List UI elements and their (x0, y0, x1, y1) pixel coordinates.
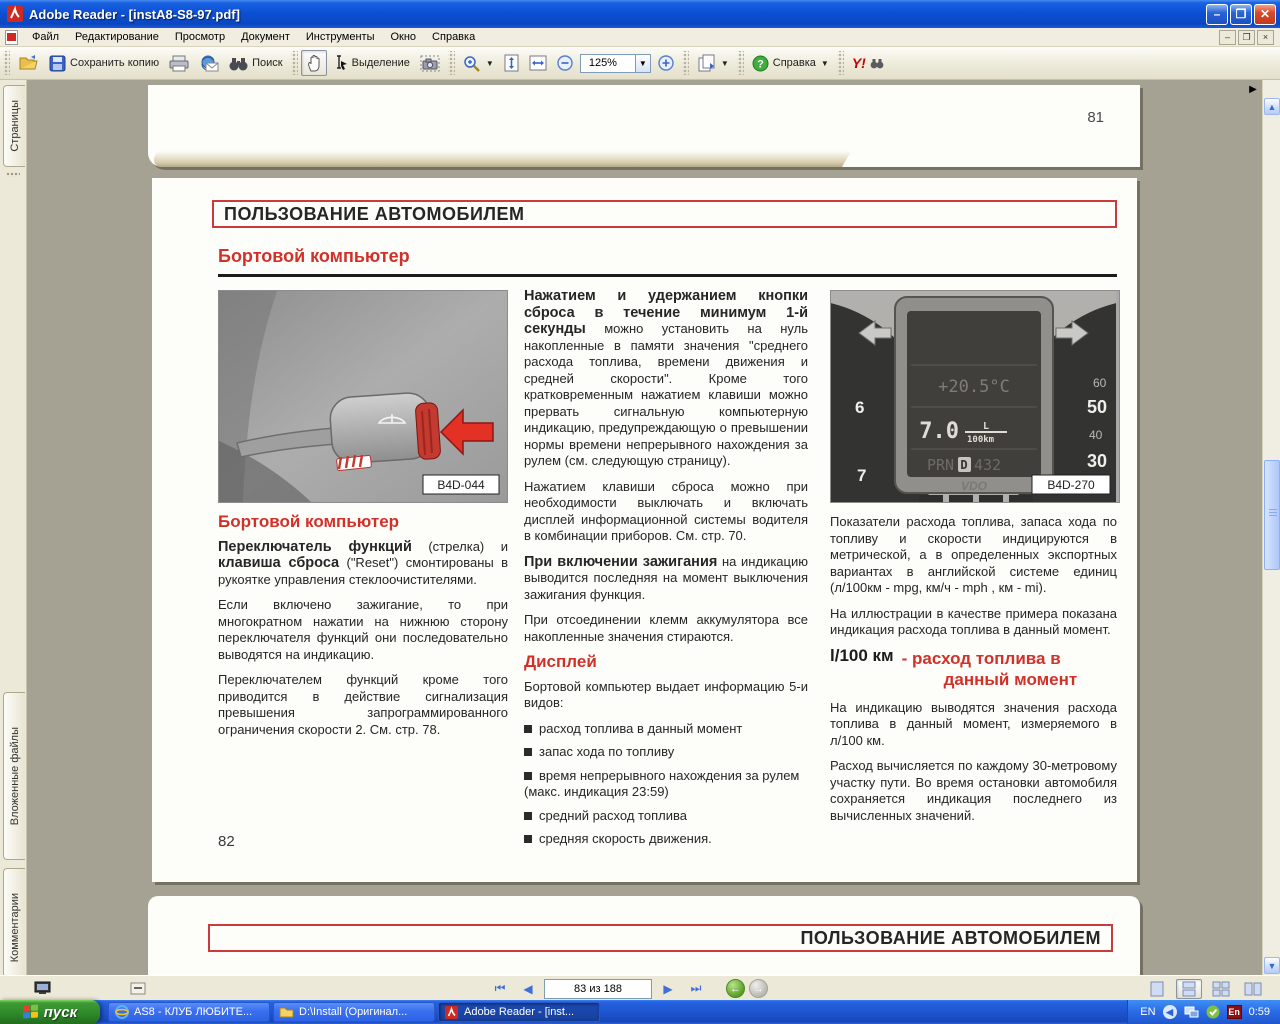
minus-circle-icon (557, 55, 573, 71)
bullet-square-icon (524, 812, 532, 820)
svg-text:30: 30 (1087, 451, 1108, 471)
print-button[interactable] (164, 50, 194, 76)
page-layout-controls (1144, 978, 1266, 999)
page-navigation (488, 978, 768, 999)
previous-page-button[interactable]: ◀ (523, 981, 533, 996)
facing-pages-icon (1244, 981, 1262, 997)
fit-height-icon (504, 54, 519, 72)
consumption-heading: l/100 км - расход топлива в данный момент (830, 645, 1078, 689)
select-tool-button[interactable]: Выделение (327, 50, 415, 76)
fullscreen-toggle-button[interactable] (32, 980, 52, 996)
page-number: 81 (1087, 109, 1104, 126)
system-tray (1127, 1000, 1280, 1024)
hand-icon (306, 54, 322, 72)
svg-text:?: ? (756, 58, 764, 70)
punto-switcher-icon[interactable]: En (1228, 1007, 1240, 1017)
chapter-header-box: ПОЛЬЗОВАНИЕ АВТОМОБИЛЕМ (208, 924, 1113, 952)
svg-text:40: 40 (1089, 428, 1103, 442)
start-button[interactable]: пуск (0, 1000, 100, 1024)
zoom-in-icon (463, 55, 481, 72)
paragraph: Нажатием клавиши сброса можно при необходимости выключать и включать дисплей информационной системы водителя в комбинации приборов. См. стр. 70. (524, 478, 808, 543)
single-page-layout-button[interactable] (1144, 979, 1170, 999)
folder-icon (279, 1005, 294, 1020)
display-modes-list (524, 721, 808, 848)
svg-text:100km: 100km (967, 435, 995, 445)
window-icon (130, 982, 146, 995)
adobe-reader-icon (6, 5, 24, 23)
paragraph: Показатели расхода топлива, запаса хода по топливу и скорости индицируются в метрической, а в определенных экспортных вариантах в английской системе единиц (л/100км - mpg, км/ч - mph , км - mi). (830, 514, 1117, 595)
language-indicator[interactable]: EN (1140, 1006, 1156, 1018)
paragraph: При включении зажигания на индикацию выводится последняя на момент выключения зажигания функция. (524, 553, 808, 602)
chevron-down-icon: ▼ (485, 58, 494, 68)
svg-text:L: L (983, 421, 990, 432)
binoculars-icon (870, 58, 884, 69)
tab-comments[interactable]: Комментарии (3, 868, 25, 988)
windows-flag-icon (23, 1004, 39, 1019)
taskbar-item-browser[interactable]: AS8 - КЛУБ ЛЮБИТЕ... (108, 1002, 270, 1022)
figure-label: B4D-044 (437, 478, 485, 492)
paragraph: Если включено зажигание, то при многократном нажатии на нижнюю сторону переключателя функций они последовательно выводятся на индикацию. (218, 597, 508, 662)
zoom-dropdown-button[interactable]: ▼ (636, 54, 651, 73)
clock[interactable]: 0:59 (1248, 1006, 1270, 1018)
taskbar-item-explorer[interactable]: D:\Install (Оригинал... (273, 1002, 435, 1022)
continuous-facing-layout-button[interactable] (1208, 979, 1234, 999)
doc-minimize-button[interactable]: – (1219, 30, 1236, 45)
zoom-in-button[interactable] (653, 50, 679, 76)
plus-circle-icon (658, 55, 674, 71)
column-right (830, 290, 1117, 833)
fit-page-button[interactable] (499, 50, 524, 76)
chevron-down-icon: ▼ (820, 58, 829, 68)
menu-help[interactable]: Справка (432, 31, 476, 43)
scrollbar-thumb[interactable] (1264, 460, 1280, 570)
minimize-button[interactable]: – (1206, 4, 1228, 25)
figure-wiper-stalk (218, 290, 508, 503)
tab-attachments[interactable]: Вложенные файлы (3, 692, 25, 860)
continuous-facing-icon (1212, 981, 1230, 997)
toolbar-grip[interactable] (682, 51, 689, 75)
lcd-consumption-value: 7.0 (919, 419, 959, 444)
zoom-in-tool-button[interactable] (458, 50, 499, 76)
paragraph: На иллюстрации в качестве примера показана индикация расхода топлива в данный момент. (830, 605, 1117, 637)
page-number-input[interactable]: 83 из 188 (544, 979, 652, 999)
scroll-down-button[interactable]: ▼ (1264, 957, 1280, 974)
page-81 (148, 85, 1140, 167)
previous-view-button[interactable]: ← (726, 979, 745, 998)
menu-file[interactable]: Файл (32, 31, 60, 43)
figure-instrument-cluster (830, 290, 1120, 503)
toolbar-grip[interactable] (291, 51, 298, 75)
paragraph: Переключателем функций кроме того приводится в действие сигнализация превышения запрограммированного ограничения скорости 2. См. стр. 78. (218, 672, 508, 737)
zoom-out-button[interactable] (552, 50, 578, 76)
ibeam-cursor-icon (332, 55, 348, 71)
hand-tool-button[interactable] (301, 50, 327, 76)
network-icon[interactable] (1184, 1006, 1199, 1019)
menu-edit[interactable]: Редактирование (75, 31, 159, 43)
binoculars-icon (229, 56, 248, 71)
menu-window[interactable]: Окно (390, 31, 417, 43)
paragraph: Переключатель функций (стрелка) и клавиша сброса ("Reset") смонтированы в рукоятке управления стеклоочистителями. (218, 538, 508, 587)
paragraph: При отсоединении клемм аккумулятора все накопленные значения стираются. (524, 612, 808, 644)
bullet-square-icon (524, 748, 532, 756)
list-item: средний расход топлива (524, 808, 808, 825)
doc-restore-button[interactable]: ❐ (1238, 30, 1255, 45)
scroll-up-button[interactable]: ▲ (1264, 98, 1280, 115)
svg-text:7: 7 (857, 466, 867, 485)
svg-text:6: 6 (855, 398, 865, 417)
menu-view[interactable]: Просмотр (174, 31, 226, 43)
tab-grip (6, 172, 20, 177)
first-page-button[interactable]: ⏮ (494, 981, 506, 995)
menubar (0, 28, 1280, 47)
toolbar-grip[interactable] (837, 51, 844, 75)
vertical-scrollbar[interactable] (1262, 80, 1280, 975)
navigation-pane-tabs (0, 80, 27, 975)
window-title: Adobe Reader - [instA8-S8-97.pdf] (29, 6, 240, 22)
page-83 (148, 896, 1140, 975)
toolbar-overflow-button[interactable]: ▶ (1249, 83, 1257, 95)
taskbar-item-adobe-reader[interactable]: Adobe Reader - [inst... (438, 1002, 600, 1022)
next-page-button[interactable]: ▶ (663, 981, 673, 996)
menu-tools[interactable]: Инструменты (305, 31, 375, 43)
paragraph: Бортовой компьютер выдает информацию 5-и видов: (524, 678, 808, 710)
yahoo-search-button[interactable] (847, 50, 889, 76)
bullet-square-icon (524, 725, 532, 733)
close-button[interactable]: ✕ (1254, 4, 1276, 25)
save-copy-button[interactable]: Сохранить копию (44, 50, 164, 76)
chapter-header-box: ПОЛЬЗОВАНИЕ АВТОМОБИЛЕМ (212, 200, 1117, 228)
email-button[interactable] (194, 50, 224, 76)
open-button[interactable] (13, 50, 44, 76)
security-shield-icon[interactable] (1206, 1005, 1220, 1019)
internet-explorer-icon (114, 1005, 129, 1020)
chevron-down-icon: ▼ (720, 58, 729, 68)
list-item: средняя скорость движения. (524, 831, 808, 848)
list-item: время непрерывного нахождения за рулем (макс. индикация 23:59) (524, 767, 800, 799)
page-curl (148, 151, 852, 167)
document-canvas[interactable] (27, 80, 1262, 975)
paragraph: Нажатием и удержанием кнопки сброса в течение минимум 1-й секунды можно установить на нуль накопленные в памяти значения "среднего расхода топлива, времени движения и средней скорости". Кроме того кратковременным нажатием клавиши можно прервать сигнальную компьютерную индикацию, предупреждающую о превышении нормы времени непрерывного нахождения за рулем (см. следующую страницу). (524, 288, 808, 468)
taskbar (0, 1000, 1280, 1024)
lcd-gear-prefix: PRN (927, 456, 955, 474)
fit-width-icon (529, 55, 547, 71)
col1-heading: Бортовой компьютер (218, 512, 400, 531)
continuous-page-icon (1182, 981, 1196, 997)
snapshot-button[interactable] (415, 50, 445, 76)
page-display-button[interactable] (692, 50, 734, 76)
email-icon (199, 55, 219, 72)
bullet-square-icon (524, 772, 532, 780)
toolbar (0, 47, 1280, 80)
figure-label: B4D-270 (1047, 478, 1095, 492)
camera-icon (420, 55, 440, 72)
toolbar-grip[interactable] (737, 51, 744, 75)
toolbar-grip[interactable] (3, 51, 10, 75)
monitor-icon (34, 981, 51, 995)
lcd-gear-suffix: 432 (974, 456, 1002, 474)
zoom-level-input[interactable]: 125% (580, 54, 636, 73)
paragraph: Расход вычисляется по каждому 30-метровому участку пути. Во время остановки автомобиля сохраняется индикация последнего из вычисленных значений. (830, 758, 1117, 823)
doc-close-button[interactable]: × (1257, 30, 1274, 45)
page-82 (152, 178, 1137, 882)
lcd-temperature: +20.5°C (938, 377, 1010, 397)
help-icon (752, 55, 769, 72)
list-item: расход топлива в данный момент (524, 721, 808, 738)
open-folder-icon (18, 54, 39, 72)
svg-text:50: 50 (1087, 397, 1108, 417)
pdf-document-icon (5, 30, 18, 45)
list-item: запас хода по топливу (524, 744, 808, 761)
work-area (0, 80, 1280, 975)
last-page-button[interactable]: ⏭ (690, 981, 702, 995)
window-size-button[interactable] (128, 980, 148, 996)
maximize-button[interactable]: ❐ (1230, 4, 1252, 25)
page-number: 82 (218, 833, 235, 850)
help-button[interactable]: ? Справка ▼ (747, 50, 834, 76)
reset-button (415, 402, 441, 459)
bullet-square-icon (524, 835, 532, 843)
vdo-logo: VDO (960, 479, 988, 493)
facing-layout-button[interactable] (1240, 979, 1266, 999)
menu-document[interactable]: Документ (241, 31, 290, 43)
paragraph: На индикацию выводятся значения расхода топлива в данный момент, измеряемого в л/100 км. (830, 699, 1117, 748)
statusbar (0, 975, 1280, 1000)
window-titlebar (0, 0, 1280, 28)
display-heading: Дисплей (524, 652, 597, 671)
floppy-icon (49, 55, 66, 72)
continuous-layout-button[interactable] (1176, 979, 1202, 999)
printer-icon (169, 55, 189, 72)
lcd-gear-selected: D (960, 458, 968, 472)
next-view-button[interactable]: → (749, 979, 768, 998)
svg-text:60: 60 (1093, 376, 1107, 390)
toolbar-grip[interactable] (448, 51, 455, 75)
section-title: Бортовой компьютер (218, 246, 410, 266)
adobe-reader-icon (444, 1005, 459, 1020)
single-page-icon (1150, 981, 1164, 997)
column-middle (524, 288, 808, 855)
search-button[interactable]: Поиск (224, 50, 287, 76)
pages-icon (697, 54, 716, 72)
yahoo-icon: Y! (851, 55, 866, 71)
fit-width-button[interactable] (524, 50, 552, 76)
section-rule (218, 274, 1117, 277)
column-left (218, 290, 508, 747)
tab-pages[interactable]: Страницы (3, 85, 25, 167)
tray-collapse-button[interactable]: ◀ (1163, 1005, 1177, 1019)
